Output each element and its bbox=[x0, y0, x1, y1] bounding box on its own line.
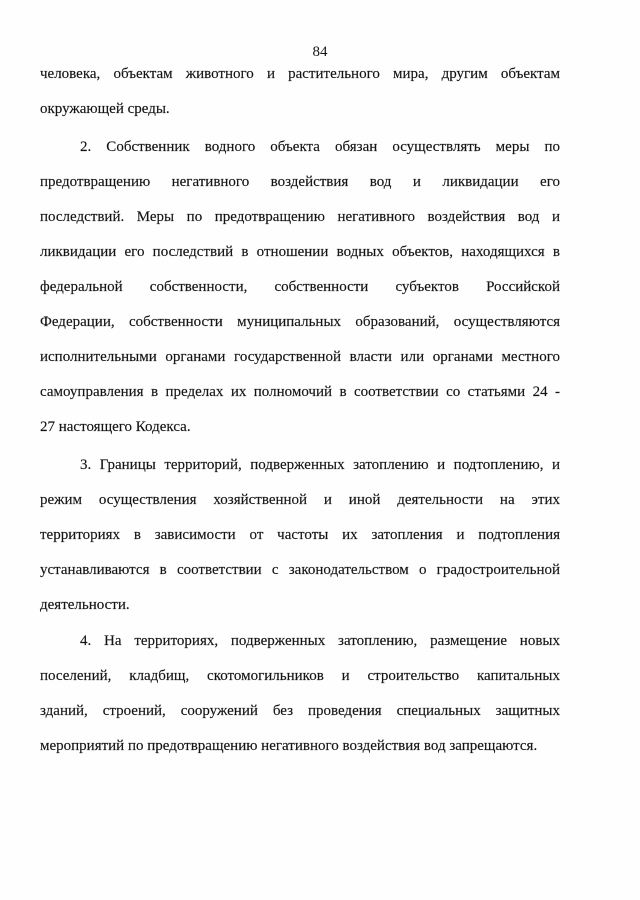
text-line: человека, объектам животного и растительного мира, другим объектам bbox=[40, 66, 560, 82]
text-line: деятельности. bbox=[40, 597, 130, 613]
text-line: исполнительными органами государственной власти или органами местного bbox=[40, 349, 560, 365]
text-line: мероприятий по предотвращению негативного воздействия вод запрещаются. bbox=[40, 738, 538, 754]
paragraph-3-first-line: 3. Границы территорий, подверженных затоплению и подтоплению, и bbox=[80, 457, 560, 473]
paragraph-2-first-line: 2. Собственник водного объекта обязан осуществлять меры по bbox=[80, 139, 560, 155]
text-line: ликвидации его последствий в отношении водных объектов, находящихся в bbox=[40, 244, 560, 260]
text-line: предотвращению негативного воздействия вод и ликвидации его bbox=[40, 174, 560, 190]
text-line: устанавливаются в соответствии с законодательством о градостроительной bbox=[40, 562, 560, 578]
text-line: окружающей среды. bbox=[40, 101, 170, 117]
text-line: поселений, кладбищ, скотомогильников и строительство капитальных bbox=[40, 668, 560, 684]
text-line: самоуправления в пределах их полномочий в соответствии со статьями 24 - bbox=[40, 384, 560, 400]
text-line: Федерации, собственности муниципальных образований, осуществляются bbox=[40, 314, 560, 330]
text-line: последствий. Меры по предотвращению негативного воздействия вод и bbox=[40, 209, 560, 225]
text-line: режим осуществления хозяйственной и иной деятельности на этих bbox=[40, 492, 560, 508]
text-line: территориях в зависимости от частоты их затопления и подтопления bbox=[40, 527, 560, 543]
text-line: федеральной собственности, собственности субъектов Российской bbox=[40, 279, 560, 295]
page-number: 84 bbox=[312, 44, 328, 60]
text-line: зданий, строений, сооружений без проведения специальных защитных bbox=[40, 703, 560, 719]
paragraph-4-first-line: 4. На территориях, подверженных затоплению, размещение новых bbox=[80, 633, 560, 649]
text-line: 27 настоящего Кодекса. bbox=[40, 419, 191, 435]
